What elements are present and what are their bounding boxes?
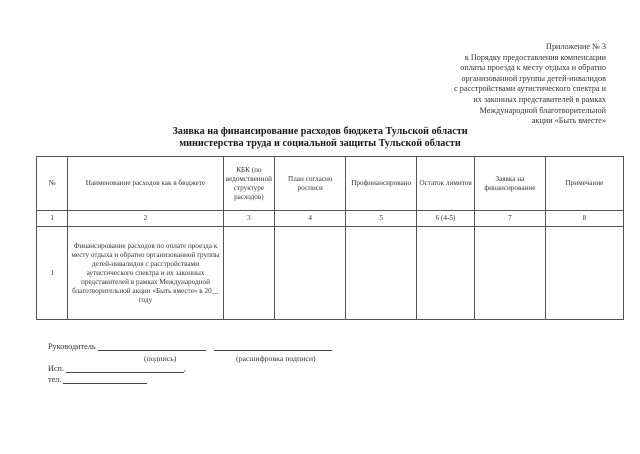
appendix-line: их законных представителей в рамках — [473, 94, 606, 104]
appendix-block — [386, 42, 606, 127]
column-number: 1 — [37, 211, 68, 227]
column-number: 8 — [545, 211, 623, 227]
table-header-row — [37, 157, 624, 211]
executor-line: Исп. , — [48, 364, 187, 373]
appendix-line: организованной группы детей-инвалидов — [461, 73, 606, 83]
header-cell-name: Наименование расходов как в бюджете — [68, 157, 223, 211]
phone-blank — [63, 383, 147, 384]
exec-blank — [66, 372, 184, 373]
title-line-1: Заявка на финансирование расходов бюджета Тульской области — [172, 126, 468, 137]
table-row — [37, 227, 624, 320]
appendix-line: Приложение № 3 — [546, 42, 606, 51]
cell-request — [474, 227, 545, 320]
document-title — [0, 126, 640, 149]
column-number: 2 — [68, 211, 223, 227]
header-cell-remaining: Остаток лимитов — [417, 157, 475, 211]
cell-plan — [275, 227, 346, 320]
title-line-2: министерства труда и социальной защиты Тульской области — [179, 137, 461, 149]
decode-blank — [214, 350, 332, 351]
appendix-line: Международной благотворительной — [479, 105, 606, 115]
header-cell-request: Заявка на финансирование — [474, 157, 545, 211]
header-cell-num: № — [37, 157, 68, 211]
phone-line — [48, 375, 147, 384]
appendix-line: к Порядку предоставления компенсации — [464, 52, 606, 62]
column-number: 6 (4-5) — [417, 211, 475, 227]
column-number: 3 — [223, 211, 275, 227]
signature-caption: (подпись) — [144, 354, 177, 363]
column-number: 7 — [474, 211, 545, 227]
appendix-line: акции «Быть вместе» — [531, 116, 606, 126]
header-cell-kbk: КБК (по ведомственной структуре расходов) — [223, 157, 275, 211]
cell-note — [545, 227, 623, 320]
header-cell-financed: Профинансировано — [346, 157, 417, 211]
cell-kbk — [223, 227, 275, 320]
funding-request-table — [36, 156, 624, 320]
row-number: 1 — [37, 227, 68, 320]
signature-blank — [98, 350, 206, 351]
phone-label: тел. — [48, 375, 62, 384]
appendix-line: оплаты проезда к месту отдыха и обратно — [460, 63, 606, 73]
exec-label: Исп. — [48, 364, 64, 373]
row-description: Финансирование расходов по оплате проезда к месту отдыха и обратно организованной группы детей-инвалидов с расстройствами аутистического спектра и их законных представителей в рамках Международной благотворительной акции «Быть вместе» в 20__ году — [68, 227, 223, 320]
head-signature-line — [48, 342, 332, 351]
appendix-line: с расстройствами аутистического спектра и — [454, 84, 606, 94]
header-cell-plan: План согласно росписи — [275, 157, 346, 211]
table-number-row — [37, 211, 624, 227]
column-number: 5 — [346, 211, 417, 227]
head-label: Руководитель — [48, 342, 96, 351]
cell-remaining — [417, 227, 475, 320]
header-cell-note: Примечание — [545, 157, 623, 211]
column-number: 4 — [275, 211, 346, 227]
cell-financed — [346, 227, 417, 320]
decode-caption: (расшифровка подписи) — [236, 354, 316, 363]
